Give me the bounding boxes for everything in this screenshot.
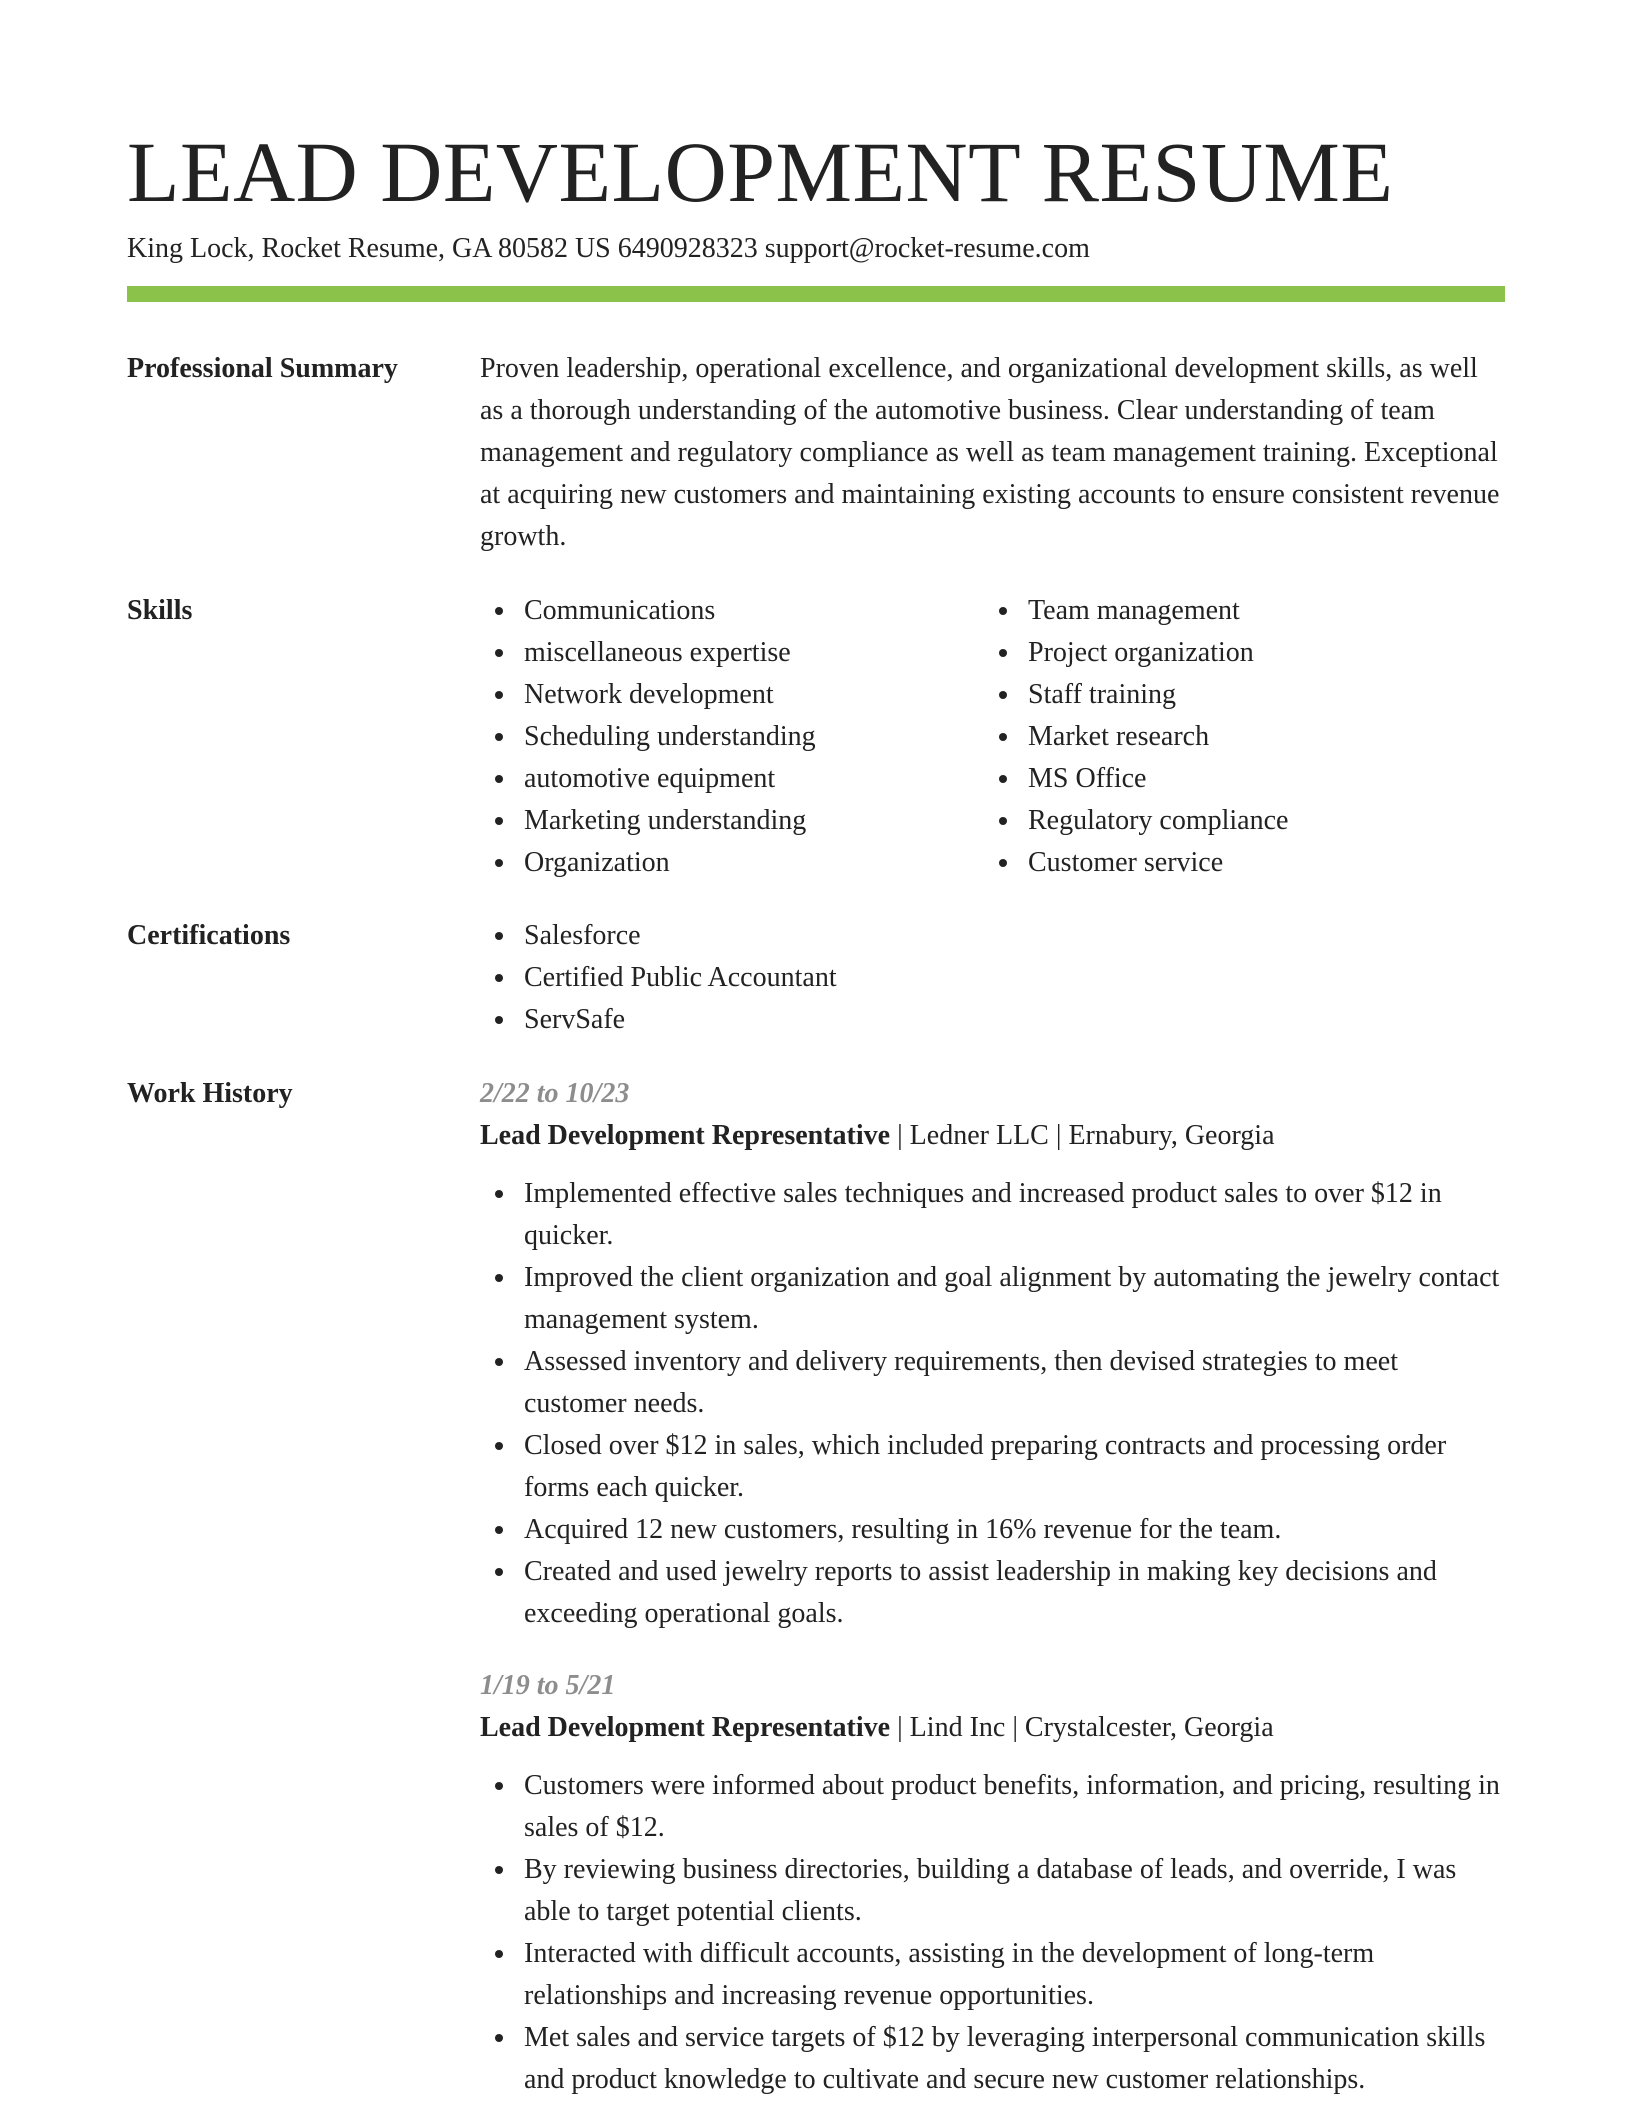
skill-item: Market research — [984, 716, 1505, 758]
job-bullet: By reviewing business directories, building a database of leads, and override, I was able to target potential clients. — [480, 1849, 1505, 1933]
job-header — [480, 1115, 1505, 1157]
summary-text: Proven leadership, operational excellence, and organizational development skills, as well as a thorough understanding of the automotive business. Clear understanding of team management and regulatory compliance as well as team management training. Exceptional at acquiring new customers and maintaining existing accounts to ensure consistent revenue growth. — [480, 353, 1500, 552]
job-bullet: Assessed inventory and delivery requirements, then devised strategies to meet customer needs. — [480, 1341, 1505, 1425]
resume-title: LEAD DEVELOPMENT RESUME — [127, 124, 1394, 220]
job-dates: 1/19 to 5/21 — [480, 1670, 616, 1701]
job-bullet: Met sales and service targets of $12 by leveraging interpersonal communication skills and product knowledge to cultivate and secure new customer relationships. — [480, 2017, 1505, 2101]
job-bullet: Customers were informed about product benefits, information, and pricing, resulting in sales of $12. — [480, 1765, 1505, 1849]
job-employer-location: | Lind Inc | Crystalcester, Georgia — [890, 1712, 1274, 1743]
skill-item: Scheduling understanding — [480, 716, 984, 758]
job-bullet: Improved the client organization and goal alignment by automating the jewelry contact management system. — [480, 1257, 1505, 1341]
skill-item: miscellaneous expertise — [480, 632, 984, 674]
job-employer-location: | Ledner LLC | Ernabury, Georgia — [890, 1120, 1275, 1151]
skill-item: Regulatory compliance — [984, 800, 1505, 842]
job-bullet: Closed over $12 in sales, which included preparing contracts and processing order forms each quicker. — [480, 1425, 1505, 1509]
job-entry — [480, 1665, 1505, 2101]
job-dates: 2/22 to 10/23 — [480, 1078, 630, 1109]
skill-item: MS Office — [984, 758, 1505, 800]
job-bullet: Acquired 12 new customers, resulting in 16% revenue for the team. — [480, 1509, 1505, 1551]
job-title: Lead Development Representative — [480, 1712, 891, 1743]
section-heading-work-history: Work History — [127, 1078, 293, 1109]
skills-list-left — [480, 590, 984, 884]
job-header — [480, 1707, 1505, 1749]
skill-item: automotive equipment — [480, 758, 984, 800]
skill-item: Staff training — [984, 674, 1505, 716]
certification-item: Certified Public Accountant — [480, 957, 1505, 999]
contact-line: King Lock, Rocket Resume, GA 80582 US 6490928323 support@rocket-resume.com — [127, 233, 1090, 264]
skill-item: Project organization — [984, 632, 1505, 674]
certification-item: Salesforce — [480, 915, 1505, 957]
certifications-list — [480, 915, 1505, 1041]
job-bullet: Implemented effective sales techniques and increased product sales to over $12 in quicker. — [480, 1173, 1505, 1257]
job-entry — [480, 1073, 1505, 1635]
skills-list-right — [984, 590, 1505, 884]
job-title: Lead Development Representative — [480, 1120, 891, 1151]
section-heading-skills: Skills — [127, 595, 193, 626]
job-responsibilities — [480, 1765, 1505, 2101]
skill-item: Customer service — [984, 842, 1505, 884]
certification-item: ServSafe — [480, 999, 1505, 1041]
section-heading-summary: Professional Summary — [127, 353, 398, 384]
skill-item: Marketing understanding — [480, 800, 984, 842]
job-bullet: Interacted with difficult accounts, assisting in the development of long-term relationships and increasing revenue opportunities. — [480, 1933, 1505, 2017]
skill-item: Network development — [480, 674, 984, 716]
job-responsibilities — [480, 1173, 1505, 1635]
professional-summary — [480, 348, 1505, 558]
skill-item: Communications — [480, 590, 984, 632]
certifications-section — [480, 915, 1505, 1041]
skill-item: Organization — [480, 842, 984, 884]
job-bullet: Created and used jewelry reports to assist leadership in making key decisions and exceeding operational goals. — [480, 1551, 1505, 1635]
accent-divider — [127, 286, 1505, 302]
skill-item: Team management — [984, 590, 1505, 632]
skills-section — [480, 590, 1505, 884]
section-heading-certifications: Certifications — [127, 920, 291, 951]
